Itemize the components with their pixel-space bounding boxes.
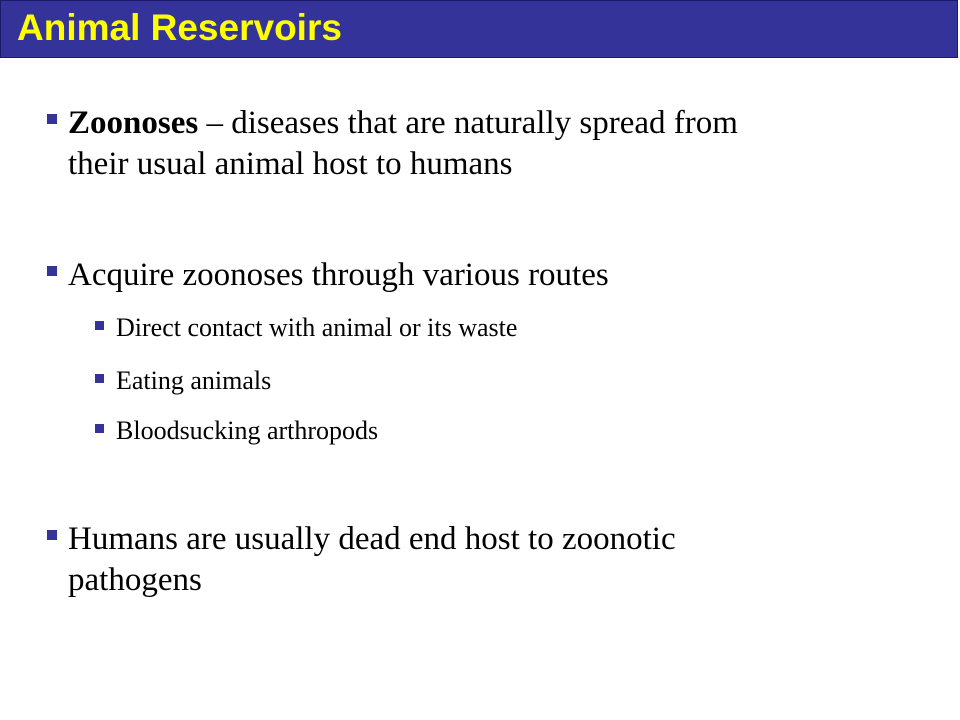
bullet-1-line-2: their usual animal host to humans [68, 146, 513, 182]
slide-title: Animal Reservoirs [17, 7, 342, 48]
title-bar [0, 0, 958, 58]
bullet-square-icon [47, 266, 57, 276]
sub-bullet-square-icon [95, 424, 104, 433]
sub-bullet-square-icon [95, 374, 104, 383]
bullet-1-term: Zoonoses [68, 105, 199, 141]
sub-bullet-2: Eating animals [116, 366, 272, 395]
sub-bullet-3: Bloodsucking arthropods [116, 416, 379, 445]
bullet-square-icon [47, 114, 57, 124]
bullet-2-text: Acquire zoonoses through various routes [68, 257, 609, 293]
bullet-3-line-1: Humans are usually dead end host to zoonotic [68, 521, 676, 557]
bullet-square-icon [47, 530, 57, 540]
bullet-1-line-1 [68, 104, 738, 142]
sub-bullet-1: Direct contact with animal or its waste [116, 313, 518, 342]
bullet-1-definition: – diseases that are naturally spread from [198, 105, 738, 141]
bullet-3-line-2: pathogens [68, 562, 202, 598]
sub-bullet-square-icon [95, 321, 104, 330]
